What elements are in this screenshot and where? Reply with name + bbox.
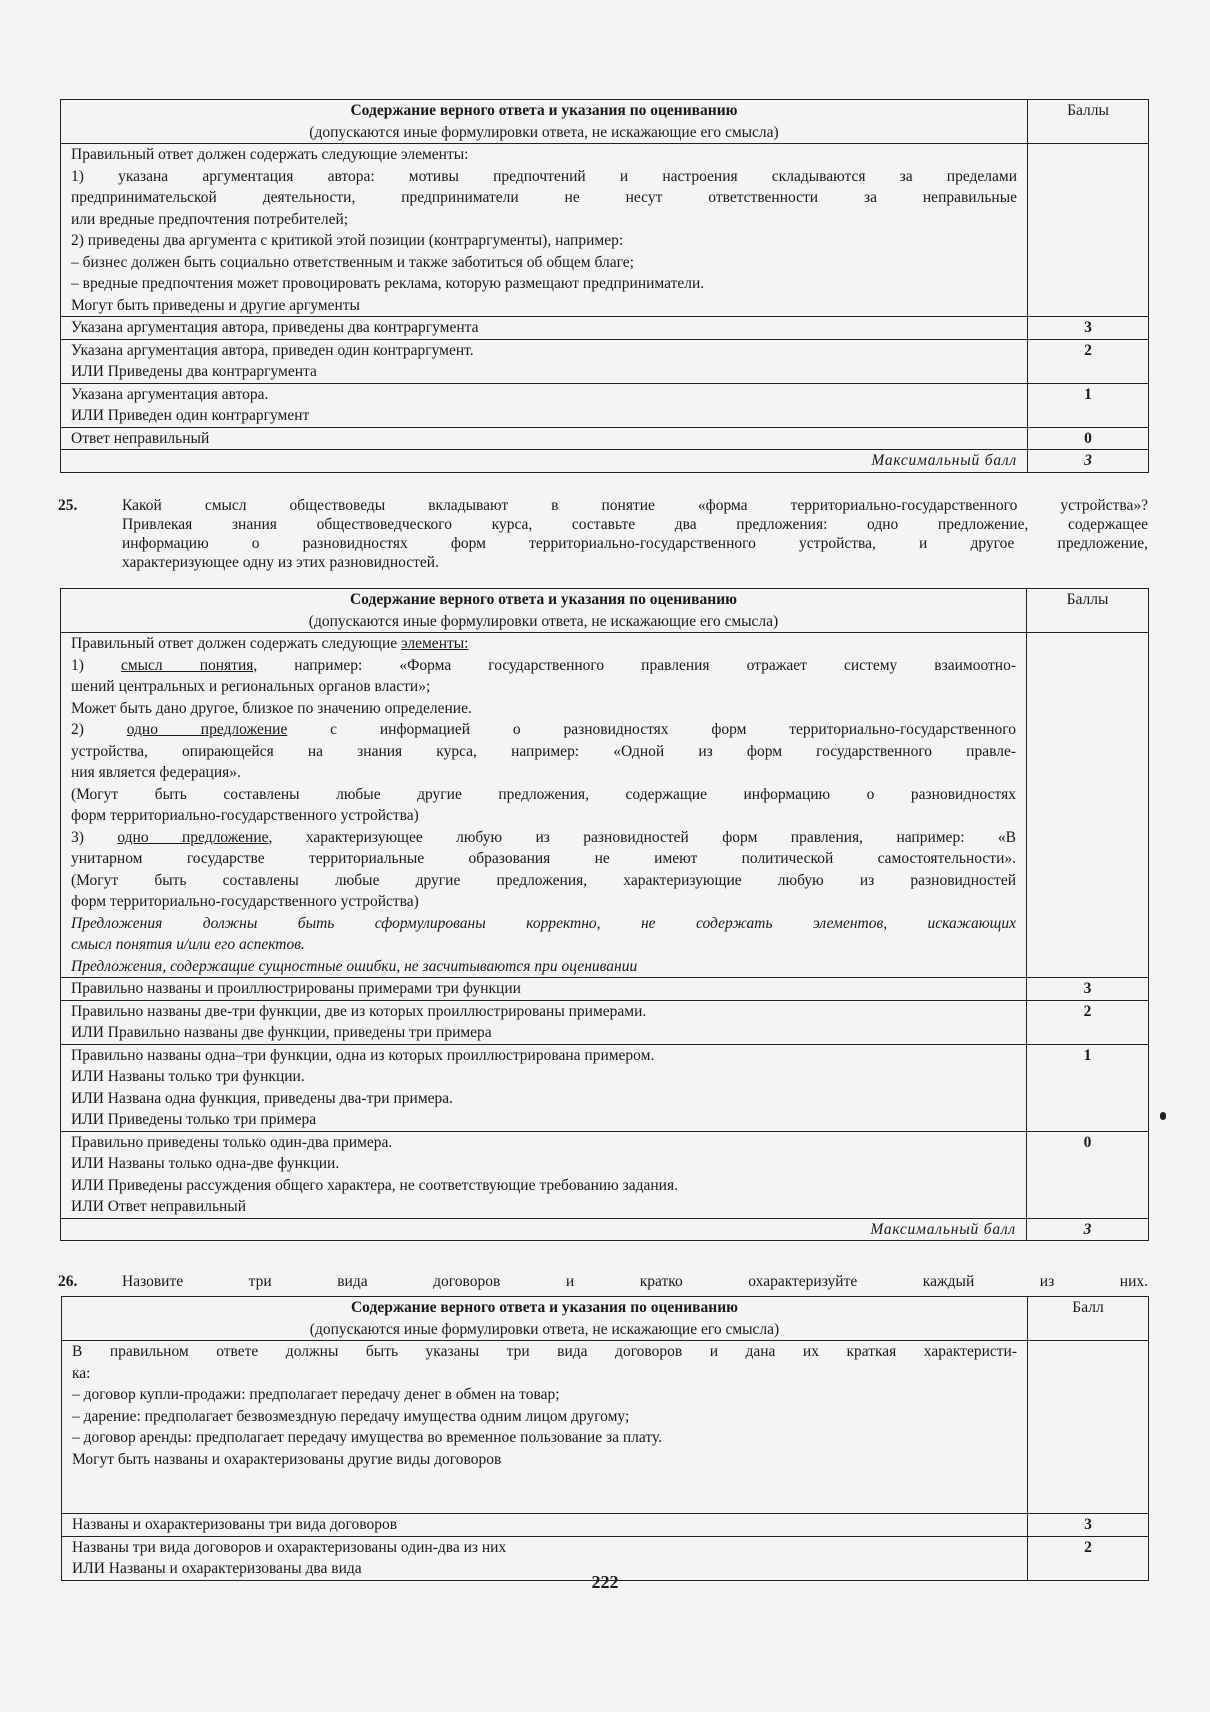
criterion-line: Ответ неправильный	[71, 429, 210, 447]
criterion-cell	[61, 1131, 1027, 1218]
score-row	[61, 1044, 1149, 1131]
answer-content	[61, 144, 1028, 317]
content-line: – вредные предпочтения может провоцировать реклама, которую размещают предприниматели.	[71, 275, 705, 292]
score-value: 2	[1028, 1536, 1149, 1580]
content-line: предпринимательской деятельности, предприниматели не несут ответственности за неправильные	[71, 189, 1017, 206]
criterion-cell	[61, 317, 1028, 340]
score-row	[61, 1000, 1149, 1044]
content-line: – дарение: предполагает безвозмездную передачу имущества одним лицом другому;	[72, 1407, 630, 1425]
page-number: 222	[591, 1572, 619, 1592]
criterion-line: ИЛИ Названа одна функция, приведены два-три примера.	[71, 1089, 454, 1107]
content-line: Правильный ответ должен содержать следующие элементы:	[71, 146, 469, 163]
criterion-line: Указана аргументация автора.	[71, 385, 269, 403]
criterion-line: ИЛИ Названы и охарактеризованы два вида	[72, 1560, 362, 1577]
criterion-line: Названы и охарактеризованы три вида договоров	[72, 1516, 398, 1533]
content-row	[61, 633, 1149, 978]
criterion-line: ИЛИ Правильно названы две функции, приведены три примера	[71, 1024, 492, 1041]
task-25	[58, 496, 1148, 572]
content-line: устройства, опирающейся на знания курса, например: «Одной из форм государственного правле-	[71, 742, 1016, 760]
content-line: форм территориально-государственного устройства)	[71, 807, 419, 824]
header-title: Содержание верного ответа и указания по оцениванию	[350, 102, 738, 119]
task-line: характеризующее одну из этих разновидностей.	[122, 554, 439, 571]
content-line: В правильном ответе должны быть указаны три вида договоров и дана их краткая характеристи-	[72, 1343, 1017, 1360]
content-row	[62, 1341, 1149, 1514]
criterion-cell	[61, 383, 1028, 427]
header-title: Содержание верного ответа и указания по оцениванию	[349, 591, 737, 608]
content-line: 2) приведены два аргумента с критикой этой позиции (контраргументы), например:	[71, 232, 624, 249]
content-line: шений центральных и региональных органов власти»;	[71, 678, 431, 695]
criterion-cell	[61, 339, 1028, 383]
score-row	[61, 978, 1149, 1001]
underlined-term: смысл понятия,	[120, 656, 258, 674]
empty-score-cell	[1028, 144, 1149, 317]
task-number: 26.	[58, 1273, 78, 1290]
header-title: Содержание верного ответа и указания по оцениванию	[350, 1299, 738, 1316]
table-header-row	[61, 100, 1149, 144]
max-score-row	[61, 450, 1149, 473]
content-line: унитарном государстве территориальные образования не имеют политической самостоятельности».	[71, 850, 1016, 867]
task-text	[122, 1272, 1148, 1291]
max-score-row	[61, 1218, 1149, 1241]
header-content-cell	[61, 589, 1027, 633]
text-run: с информацией о разновидностях форм территориально-государственного	[287, 721, 1016, 738]
underlined-term: одно предложение	[117, 828, 269, 846]
task-line: Назовите три вида договоров и кратко охарактеризуйте каждый из них.	[122, 1273, 1148, 1290]
score-value: 3	[1028, 1514, 1149, 1537]
scoring-table-24	[60, 99, 1149, 473]
task-text	[122, 496, 1148, 572]
score-value: 0	[1028, 427, 1149, 450]
empty-score-cell	[1028, 1341, 1149, 1514]
content-line	[71, 633, 1016, 655]
criterion-line: ИЛИ Названы только три функции.	[71, 1068, 305, 1085]
header-points: Баллы	[1028, 100, 1149, 144]
criterion-cell	[61, 1000, 1027, 1044]
content-line: или вредные предпочтения потребителей;	[71, 210, 349, 228]
content-line: (Могут быть составлены любые другие предложения, содержащие информацию о разновидностях	[71, 785, 1016, 803]
underlined-term: одно предложение	[126, 721, 288, 738]
content-line: (Могут быть составлены любые другие предложения, характеризующие любую из разновидностей	[71, 871, 1016, 889]
criterion-cell	[62, 1514, 1028, 1537]
criterion-line: ИЛИ Ответ неправильный	[71, 1198, 247, 1215]
criterion-cell	[61, 1044, 1027, 1131]
criterion-line: ИЛИ Приведены два контраргумента	[71, 363, 317, 380]
criterion-line: Названы три вида договоров и охарактеризованы один-два из них	[72, 1538, 507, 1556]
content-line	[71, 655, 1016, 677]
score-row	[61, 427, 1149, 450]
content-line: 1) указана аргументация автора: мотивы предпочтений и настроения складываются за пределами	[71, 167, 1017, 185]
content-line	[71, 719, 1016, 741]
content-line: Предложения должны быть сформулированы корректно, не содержать элементов, искажающих	[71, 914, 1016, 932]
criterion-line: Правильно названы и проиллюстрированы примерами три функции	[71, 980, 521, 997]
content-line: – договор купли-продажи: предполагает передачу денег в обмен на товар;	[72, 1386, 560, 1403]
header-points: Балл	[1028, 1297, 1149, 1341]
answer-content	[62, 1341, 1028, 1514]
criterion-line: ИЛИ Приведены только три примера	[71, 1111, 317, 1128]
score-value: 2	[1028, 339, 1149, 383]
task-26	[58, 1272, 1148, 1291]
criterion-line: ИЛИ Названы только одна-две функции.	[71, 1155, 340, 1172]
content-line	[71, 827, 1016, 849]
criterion-line: Правильно названы две-три функции, две из которых проиллюстрированы примерами.	[71, 1002, 647, 1020]
max-score-label: Максимальный балл	[61, 1218, 1027, 1241]
text-run: например: «Форма государственного правления отражает систему взаимоотно-	[257, 656, 1016, 674]
scoring-table-25	[60, 588, 1149, 1241]
score-value: 2	[1027, 1000, 1149, 1044]
content-line: Могут быть названы и охарактеризованы другие виды договоров	[72, 1450, 502, 1468]
content-line: форм территориально-государственного устройства)	[71, 893, 419, 910]
max-score-label: Максимальный балл	[61, 450, 1028, 473]
header-subtitle: (допускаются иные формулировки ответа, не искажающие его смысла)	[309, 1320, 780, 1338]
content-line: Предложения, содержащие сущностные ошибки, не засчитываются при оценивании	[71, 957, 638, 975]
content-line: ка:	[72, 1364, 91, 1382]
score-row	[61, 383, 1149, 427]
scoring-table-26	[61, 1296, 1149, 1581]
max-score-value: 3	[1027, 1218, 1149, 1241]
content-line: Может быть дано другое, близкое по значению определение.	[71, 699, 472, 717]
text-run: 2)	[71, 721, 127, 738]
criterion-line: Правильно названы одна–три функции, одна из которых проиллюстрирована примером.	[71, 1046, 655, 1064]
header-subtitle: (допускаются иные формулировки ответа, не искажающие его смысла)	[309, 123, 779, 141]
score-row	[61, 317, 1149, 340]
score-value: 1	[1027, 1044, 1149, 1131]
criterion-line: Указана аргументация автора, приведены два контраргумента	[71, 319, 479, 336]
task-line: информацию о разновидностях форм территориально-государственного устройства, и другое предложение,	[122, 535, 1148, 552]
score-value: 3	[1027, 978, 1149, 1001]
content-row	[61, 144, 1149, 317]
underlined-term: элементы:	[401, 635, 469, 652]
score-value: 3	[1028, 317, 1149, 340]
answer-content	[61, 633, 1027, 978]
score-value: 0	[1027, 1131, 1149, 1218]
criterion-cell	[61, 978, 1027, 1001]
content-line: смысл понятия и/или его аспектов.	[71, 936, 305, 953]
criterion-line: ИЛИ Приведены рассуждения общего характера, не соответствующие требованию задания.	[71, 1176, 678, 1194]
criterion-line: Указана аргументация автора, приведен один контраргумент.	[71, 341, 474, 359]
task-line: Какой смысл обществоведы вкладывают в понятие «форма территориально-государственного устройства»?	[122, 497, 1148, 514]
text-run: Правильный ответ должен содержать следующие	[71, 635, 402, 652]
content-line: ния является федерация».	[71, 764, 241, 781]
score-value: 1	[1028, 383, 1149, 427]
max-score-value: 3	[1028, 450, 1149, 473]
empty-score-cell	[1027, 633, 1149, 978]
text-run: 1)	[71, 656, 121, 674]
text-run: 3)	[71, 828, 118, 846]
header-points: Баллы	[1027, 589, 1149, 633]
header-content-cell	[62, 1297, 1028, 1341]
text-run: , характеризующее любую из разновидностей форм правления, например: «В	[268, 828, 1016, 846]
task-line: Привлекая знания обществоведческого курса, составьте два предложения: одно предложение, содержащее	[122, 516, 1148, 533]
header-content-cell	[61, 100, 1028, 144]
criterion-line: Правильно приведены только один-два примера.	[71, 1133, 393, 1151]
scan-speck	[1160, 1112, 1166, 1120]
content-line: Могут быть приведены и другие аргументы	[71, 296, 360, 314]
task-number: 25.	[58, 497, 78, 514]
score-row	[61, 339, 1149, 383]
criterion-cell	[61, 427, 1028, 450]
content-line: – бизнес должен быть социально ответственным и также заботиться об общем благе;	[71, 253, 634, 271]
table-header-row	[62, 1297, 1149, 1341]
score-row	[62, 1514, 1149, 1537]
table-header-row	[61, 589, 1149, 633]
content-line: – договор аренды: предполагает передачу имущества во временное пользование за плату.	[72, 1429, 662, 1446]
score-row	[61, 1131, 1149, 1218]
criterion-line: ИЛИ Приведен один контраргумент	[71, 407, 310, 424]
header-subtitle: (допускаются иные формулировки ответа, не искажающие его смысла)	[308, 612, 779, 630]
